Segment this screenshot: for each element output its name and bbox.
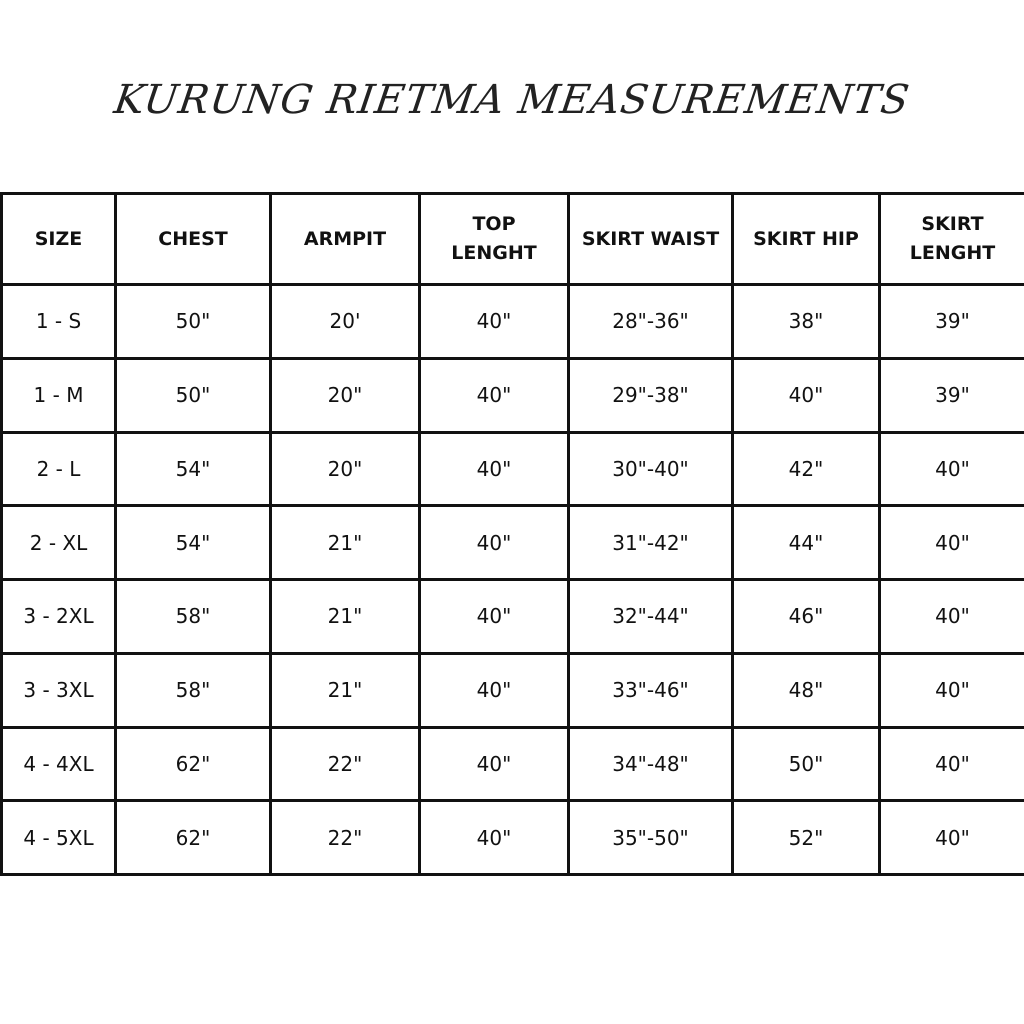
cell-top-length: 40" <box>420 432 569 506</box>
cell-skirt-hip: 40" <box>733 358 880 432</box>
table-row <box>2 432 1024 506</box>
cell-chest: 54" <box>116 432 271 506</box>
cell-armpit: 20" <box>271 358 420 432</box>
cell-size: 1 - S <box>2 285 116 359</box>
cell-skirt-waist: 28"-36" <box>569 285 733 359</box>
cell-skirt-length: 39" <box>880 285 1024 359</box>
table-row <box>2 358 1024 432</box>
cell-skirt-length: 40" <box>880 506 1024 580</box>
cell-armpit: 21" <box>271 580 420 654</box>
table-row <box>2 285 1024 359</box>
cell-top-length: 40" <box>420 727 569 801</box>
header-chest: CHEST <box>116 194 271 285</box>
cell-skirt-hip: 46" <box>733 580 880 654</box>
cell-chest: 58" <box>116 580 271 654</box>
cell-skirt-hip: 42" <box>733 432 880 506</box>
cell-chest: 62" <box>116 801 271 875</box>
header-skirt-length: SKIRT LENGHT <box>880 194 1024 285</box>
cell-top-length: 40" <box>420 653 569 727</box>
cell-skirt-hip: 52" <box>733 801 880 875</box>
cell-skirt-length: 40" <box>880 432 1024 506</box>
cell-chest: 62" <box>116 727 271 801</box>
cell-armpit: 20" <box>271 432 420 506</box>
cell-skirt-hip: 50" <box>733 727 880 801</box>
cell-armpit: 22" <box>271 727 420 801</box>
cell-skirt-waist: 31"-42" <box>569 506 733 580</box>
cell-top-length: 40" <box>420 801 569 875</box>
cell-chest: 50" <box>116 358 271 432</box>
cell-skirt-waist: 35"-50" <box>569 801 733 875</box>
cell-skirt-length: 40" <box>880 653 1024 727</box>
header-top-length: TOP LENGHT <box>420 194 569 285</box>
cell-size: 3 - 2XL <box>2 580 116 654</box>
cell-skirt-hip: 44" <box>733 506 880 580</box>
table-row <box>2 727 1024 801</box>
cell-skirt-hip: 48" <box>733 653 880 727</box>
cell-skirt-length: 40" <box>880 580 1024 654</box>
cell-armpit: 22" <box>271 801 420 875</box>
page-title: KURUNG RIETMA MEASUREMENTS <box>111 77 913 123</box>
header-skirt-waist: SKIRT WAIST <box>569 194 733 285</box>
header-size: SIZE <box>2 194 116 285</box>
cell-top-length: 40" <box>420 580 569 654</box>
cell-skirt-hip: 38" <box>733 285 880 359</box>
cell-skirt-waist: 34"-48" <box>569 727 733 801</box>
cell-skirt-waist: 32"-44" <box>569 580 733 654</box>
cell-size: 2 - L <box>2 432 116 506</box>
cell-skirt-length: 40" <box>880 727 1024 801</box>
cell-skirt-length: 39" <box>880 358 1024 432</box>
cell-armpit: 20' <box>271 285 420 359</box>
table-row <box>2 506 1024 580</box>
cell-size: 4 - 5XL <box>2 801 116 875</box>
cell-top-length: 40" <box>420 358 569 432</box>
cell-armpit: 21" <box>271 506 420 580</box>
cell-skirt-length: 40" <box>880 801 1024 875</box>
cell-chest: 54" <box>116 506 271 580</box>
table-row <box>2 801 1024 875</box>
cell-size: 2 - XL <box>2 506 116 580</box>
cell-chest: 58" <box>116 653 271 727</box>
header-armpit: ARMPIT <box>271 194 420 285</box>
table-row <box>2 580 1024 654</box>
measurement-table <box>0 192 1024 876</box>
cell-skirt-waist: 29"-38" <box>569 358 733 432</box>
cell-top-length: 40" <box>420 285 569 359</box>
cell-armpit: 21" <box>271 653 420 727</box>
cell-top-length: 40" <box>420 506 569 580</box>
cell-size: 3 - 3XL <box>2 653 116 727</box>
header-skirt-hip: SKIRT HIP <box>733 194 880 285</box>
cell-size: 4 - 4XL <box>2 727 116 801</box>
cell-skirt-waist: 33"-46" <box>569 653 733 727</box>
header-row <box>2 194 1024 285</box>
cell-chest: 50" <box>116 285 271 359</box>
cell-skirt-waist: 30"-40" <box>569 432 733 506</box>
cell-size: 1 - M <box>2 358 116 432</box>
table-row <box>2 653 1024 727</box>
